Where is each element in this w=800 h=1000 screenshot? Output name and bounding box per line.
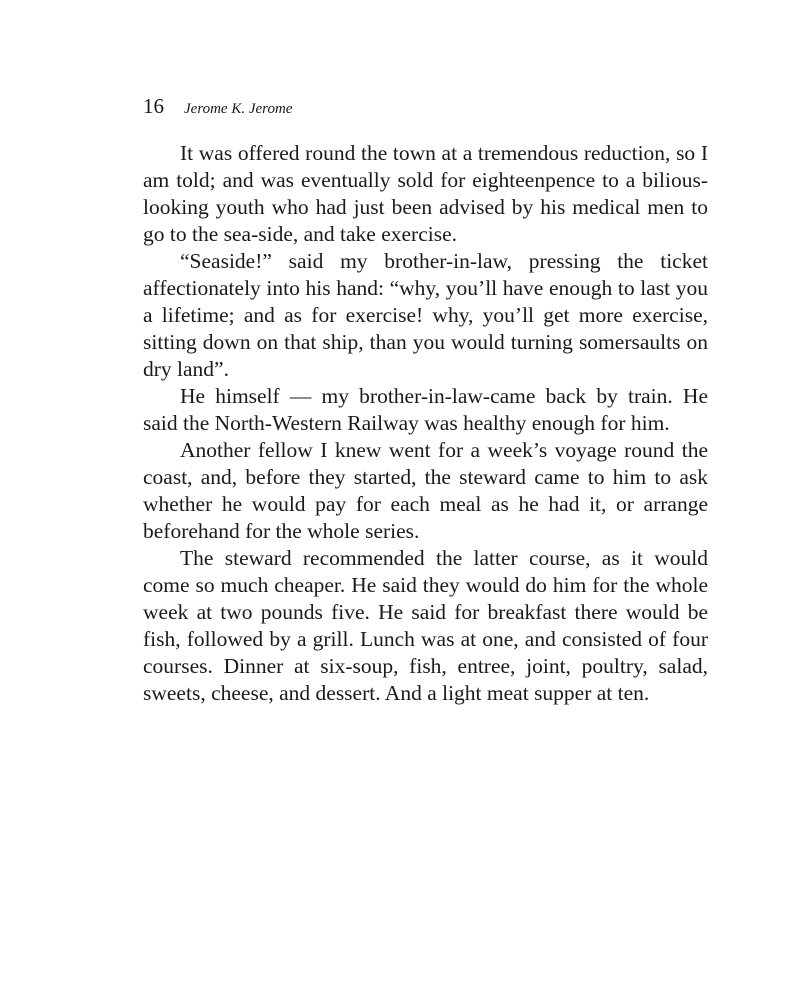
paragraph: “Seaside!” said my brother-in-law, pressing the ticket affectionately into his hand: “why, you’ll have enough to last you a lifetime; and as for exercise! why, you’ll get more exercise, sitting down on that ship, than you would turning somersaults on dry land”. bbox=[143, 249, 708, 381]
paragraph: It was offered round the town at a tremendous reduction, so I am told; and was eventually sold for eighteenpence to a bilious-looking youth who had just been advised by his medical men to go to the sea-side, and take exercise. bbox=[143, 141, 708, 246]
paragraph: He himself — my brother-in-law-came back by train. He said the North-Western Railway was healthy enough for him. bbox=[143, 384, 708, 435]
body-text bbox=[143, 140, 708, 707]
page-number: 16 bbox=[143, 94, 164, 118]
paragraph: Another fellow I knew went for a week’s voyage round the coast, and, before they started, the steward came to him to ask whether he would pay for each meal as he had it, or arrange beforehand for the whole series. bbox=[143, 438, 708, 543]
running-head bbox=[143, 94, 292, 122]
paragraph: The steward recommended the latter course, as it would come so much cheaper. He said they would do him for the whole week at two pounds five. He said for breakfast there would be fish, followed by a grill. Lunch was at one, and consisted of four courses. Dinner at six-soup, fish, entree, joint, poultry, salad, sweets, cheese, and dessert. And a light meat supper at ten. bbox=[143, 546, 708, 705]
running-title: Jerome K. Jerome bbox=[184, 101, 293, 117]
